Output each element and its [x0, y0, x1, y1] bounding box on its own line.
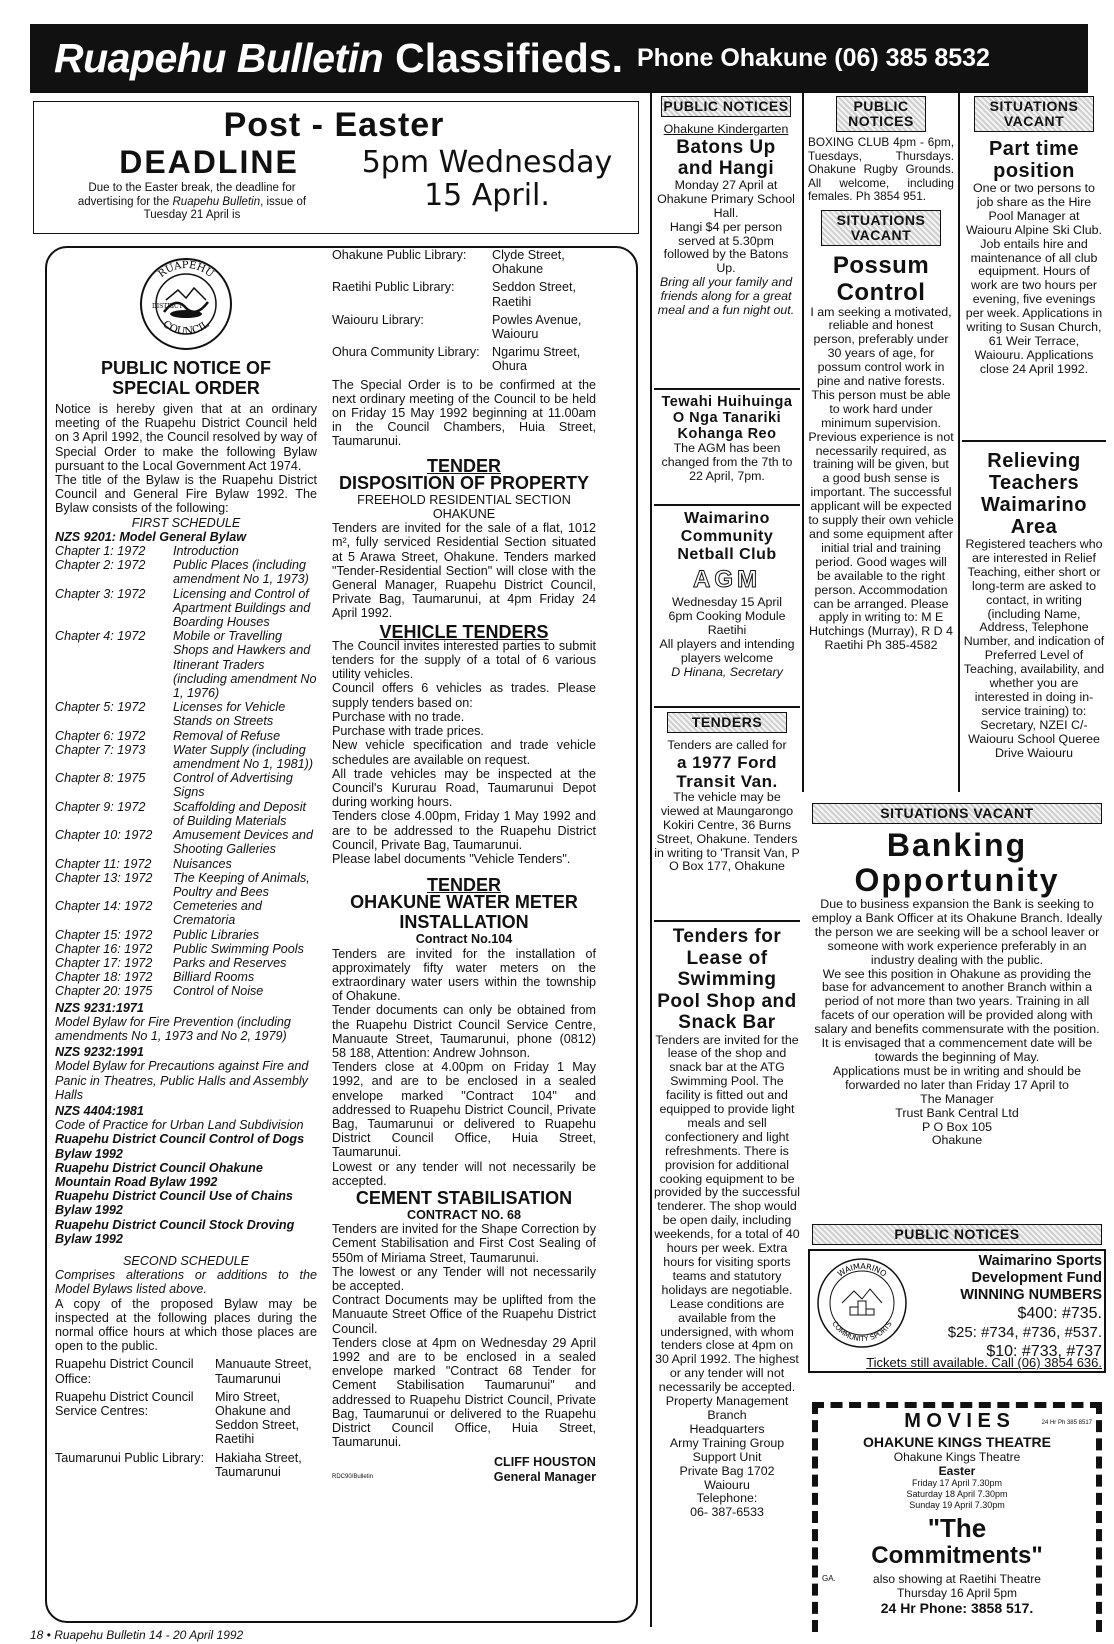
- movies-ad: M O V I E S 24 Hr Ph 385 8517 OHAKUNE KINGS THEATRE Ohakune Kings Theatre Easter Friday 17 April 7.30pm Saturday 18 April 7.30pm Sunday 19 April 7.30pm "The Commitments" GA. also showing at Raetihi Theatre Thursday 16 April 5pm 24 Hr Phone: 3858 517.: [812, 1402, 1102, 1632]
- chapter-title: Cemeteries and Crematoria: [173, 899, 262, 928]
- chapter-row: [55, 629, 317, 700]
- paragraph: Purchase with no trade.: [332, 709, 465, 724]
- masthead: [30, 24, 1088, 93]
- paragraph: All players and intending players welcome: [659, 636, 795, 665]
- chapter-number: Chapter 13: 1972: [55, 870, 153, 885]
- paragraph: Purchase with trade prices.: [332, 724, 484, 739]
- tewahi-notice: Tewahi Huihuinga O Nga Tanariki Kohanga Reo The AGM has been changed from the 7th to 22 April, 7pm.: [654, 388, 800, 484]
- column-3: PUBLIC NOTICES Ohakune Kindergarten Batons Up and Hangi Monday 27 April at Ohakune Primary School Hall. Hangi $4 per person served at 5.30pm followed by the Batons Up. Bring all your family and friends along for a great meal and a fun night out.: [657, 98, 795, 318]
- paragraph: New vehicle specification and trade vehicle schedules are available on request.: [332, 738, 596, 767]
- place-row: [332, 248, 596, 276]
- chapter-number: Chapter 18: 1972: [55, 970, 153, 985]
- chapter-number: Chapter 6: 1972: [55, 728, 146, 743]
- chapter-title: Control of Noise: [173, 984, 264, 999]
- paragraph: The lowest or any Tender will not necessarily be accepted.: [332, 1264, 596, 1293]
- chapter-title: Public Places (including amendment No 1, 1973): [173, 558, 309, 587]
- chapter-title: Removal of Refuse: [173, 728, 281, 743]
- paragraph: The Manager: [920, 1091, 994, 1106]
- bylaw-item: Ruapehu District Council Ohakune Mountain Road Bylaw 1992: [55, 1160, 263, 1189]
- svg-text:DISTRICT: DISTRICT: [152, 303, 183, 310]
- place-name: Ohakune Public Library:: [332, 248, 467, 262]
- place-address: Clyde Street, Ohakune: [492, 248, 565, 277]
- paragraph: We see this position in Ohakune as providing the base for advancement to another Branch within a period of not more than two years. Training in all facets of our operation will be provided along with salary and benefits commensurate with the position.: [814, 966, 1100, 1037]
- paragraph: All trade vehicles may be inspected at the Council's Kururau Road, Taumarunui Depot during working hours.: [332, 766, 596, 810]
- paragraph: Monday 27 April at Ohakune Primary School Hall.: [657, 177, 795, 220]
- place-address: Seddon Street, Raetihi: [492, 280, 577, 309]
- paragraph: Tenders are invited for the Shape Correction by Cement Stabilisation and First Cost Sealing of 550m of Miriama Street, Taumarunui.: [332, 1222, 596, 1265]
- chapter-row: [55, 956, 317, 970]
- chapter-row: [55, 700, 317, 728]
- place-name: Ruapehu District Council Service Centres:: [55, 1389, 194, 1419]
- column-rule: [958, 92, 960, 792]
- chapter-number: Chapter 16: 1972: [55, 941, 153, 956]
- paragraph: Tenders close 4.00pm, Friday 1 May 1992 and are to be addressed to the Ruapehu District Council, Private Bag, Taumarunui.: [332, 809, 596, 852]
- chapter-title: Billiard Rooms: [173, 970, 255, 985]
- chapter-row: [55, 871, 317, 899]
- paragraph: Support Unit: [692, 1449, 762, 1464]
- svg-text:WAIMARINO: WAIMARINO: [835, 1261, 889, 1279]
- svg-text:COMMUNITY SPORTS: COMMUNITY SPORTS: [830, 1319, 894, 1344]
- special-order-title-line: The title of the Bylaw is the Ruapehu District Council and General Fire Bylaw 1992. The Bylaw consists of the following:: [55, 473, 317, 516]
- paragraph: Tenders are invited for the installation of approximately fifty water meters on the extraordinary water users within the township of Ohakune.: [332, 946, 596, 1004]
- sports-fund: PUBLIC NOTICES WAIMARINO COMMUNITY SPORTS Waimarino Sports Development Fund WINNING NUMBERS $400: #735. $25: #734, #736, #537. $10: #733, #737 Tickets still available. Call (06) 3854 636.: [808, 1224, 1106, 1373]
- paragraph: Tender documents can only be obtained from the Ruapehu District Council Service Centre, Manuaute Street, Taumarunui, phone (0812) 58 188, Attention: Andrew Johnson.: [332, 1003, 596, 1060]
- pool-tender: Tenders for Lease of Swimming Pool Shop and Snack Bar Tenders are invited for the lease of the shop and snack bar at the ATG Swimming Pool. The facility is fitted out and equipped to provide light meals and sell confectionery and light refreshments. There is provision for additional cooking equipment to be provided by the successful tenderer. The shop would be open daily, including weekends, for a total of 40 hours per week. Extra hours for visiting sports teams and statutory holidays are negotiable. Lease conditions are available from the undersigned, with whom tenders close at 4pm on 30 April 1992. The highest or any tender will not necessarily be accepted. Property Management Branch Headquarters Army Training Group Support Unit Private Bag 1702 Waiouru Telephone: 06- 387-6533: [654, 920, 800, 1520]
- column-4: PUBLIC NOTICES BOXING CLUB 4pm - 6pm, Tuesdays, Thursdays. Ohakune Rugby Grounds. All welcome, including females. Ph 3854 951. SITUATIONS VACANT Possum Control I am seeking a motivated, reliable and honest person, preferably under 30 years of age, for possum control work in pine and native forests. This person must be able to work hard under minimum supervision. Previous experience is not necessarily required, as training will be given, but a good bush sense is important. The successful applicant will be expected to supply their own vehicle and some equipment after initial trial and training period. Good wages will be available to the right person. Accommodation can be arranged. Please apply in writing to: M E Hutchings (Murray), R D 4 Raetihi Ph 385-4582: [808, 98, 954, 653]
- chapter-number: Chapter 15: 1972: [55, 927, 153, 942]
- place-row: [55, 1451, 317, 1479]
- place-name: Ohura Community Library:: [332, 345, 480, 360]
- chapter-row: [55, 544, 317, 558]
- place-name: Raetihi Public Library:: [332, 280, 455, 295]
- paragraph: Raetihi: [707, 622, 747, 637]
- deadline-time: 5pm Wednesday 15 April.: [361, 145, 613, 213]
- deadline-box: [33, 101, 639, 234]
- paragraph: Tenders close at 4.00pm on Friday 1 May 1992, and are to be enclosed in a sealed envelope marked "Contract 104" and addressed to Ruapehu District Council, Private Bag, Taumarunui or delivered to Ruapehu District Council Office, Huia Street, Taumarunui.: [332, 1060, 596, 1160]
- column-rule: [802, 92, 804, 792]
- water-meter-body: [332, 947, 596, 1188]
- deadline-heading: Post - Easter: [223, 106, 445, 144]
- chapter-title: Mobile or Travelling Shops and Hawkers and Itinerant Traders (including amendment No 1, 1976): [173, 629, 317, 701]
- chapter-row: [55, 558, 317, 586]
- paragraph: Friday 17 April 7.30pm: [911, 1478, 1003, 1488]
- council-seal: [55, 256, 317, 352]
- masthead-phone: Phone Ohakune (06) 385 8532: [637, 44, 990, 72]
- chapter-number: Chapter 3: 1972: [55, 586, 146, 601]
- paragraph: Council offers 6 vehicles as trades. Please supply tenders based on:: [332, 681, 596, 710]
- paragraph: Applications must be in writing and should be forwarded no later than Friday 17 April to: [833, 1063, 1081, 1092]
- chapter-row: [55, 800, 317, 828]
- chapter-title: Public Libraries: [173, 927, 260, 942]
- paragraph: Tenders close at 4pm on Wednesday 29 April 1992 and are to be enclosed in a sealed envelope marked "Contract 68 Tender for Cement Stabilisation Taumarunui" and addressed to Ruapehu District Council, Private Bag, Taumarunui or delivered to the Ruapehu District Council Office, Huia Street, Taumarunui.: [332, 1335, 596, 1450]
- place-row: [55, 1357, 317, 1385]
- chapter-title: Licenses for Vehicle Stands on Streets: [173, 700, 286, 729]
- netball-notice: Waimarino Community Netball Club AGM Wednesday 15 April 6pm Cooking Module Raetihi All players and intending players welcome D Hinana, Secretary: [654, 504, 800, 679]
- notice-right-column: Ohakune Public Library: Clyde Street, Ohakune Raetihi Public Library: Seddon Street, Raetihi Waiouru Library: Powles Avenue, Waiouru Ohura Community Library: Ngarimu Street, Ohura The Special Order is to be confirmed at the next ordinary meeting of the Council to be held on Friday 15 May 1992 beginning at 11.00am in the Council Chambers, Huia Street, Taumarunui. TENDER DISPOSITION OF PROPERTY FREEHOLD RESIDENTIAL SECTION OHAKUNE Tenders are invited for the sale of a flat, 1012 m², fully serviced Residential Section situated at 5 Arawa Street, Ohakune. Tenders marked "Tender-Residential Section" will close with the General Manager, Ruapehu District Council, Private Bag, Taumarunui, at 4pm Friday 24 April 1992. VEHICLE TENDERS The Council invites interested parties to submit tenders for the supply of a total of 6 various utility vehicles. Council offers 6 vehicles as trades. Please supply tenders based on: Purchase with no trade. Purchase with trade prices. New vehicle specification and trade vehicle schedules are available on request. All trade vehicles may be inspected at the Council's Kururau Road, Taumarunui Depot during working hours. Tenders close 4.00pm, Friday 1 May 1992 and are to be addressed to the Ruapehu District Council, Private Bag, Taumarunui. Please label documents "Vehicle Tenders". TENDER OHAKUNE WATER METER INSTALLATION Contract No.104 Tenders are invited for the installation of approximately fifty water meters on the extraordinary water users within the township of Ohakune. Tender documents can only be obtained from the Ruapehu District Council Service Centre, Manuaute Street, Taumarunui, phone (0812) 58 188, Attention: Andrew Johnson. Tenders close at 4.00pm on Friday 1 May 1992, and are to be enclosed in a sealed envelope marked "Contract 104" and addressed to Ruapehu District Council, Private Bag, Taumarunui or delivered to Ruapehu District Council Office, Huia Street, Taumarunui. Lowest or any tender will not necessarily be accepted. CEMENT STABILISATION CONTRACT NO. 68 Tenders are invited for the Shape Correction by Cement Stabilisation and First Cost Sealing of 550m of Miriama Street, Taumarunui. The lowest or any Tender will not necessarily be accepted. Contract Documents may be uplifted from the Manuaute Street Office of the Ruapehu District Council. Tenders close at 4pm on Wednesday 29 April 1992 and are to be enclosed in a sealed envelope marked "Contract 68 Tender for Cement Stabilisation Taumarunui" and addressed to Ruapehu District Council, Private Bag, Taumarunui or delivered to the Ruapehu District Council Office, Huia Street, Taumarunui. RDC90/Bulletin CLIFF HOUSTON General Manager: [332, 248, 596, 1484]
- special-order-intro: Notice is hereby given that at an ordinary meeting of the Ruapehu District Council held on 3 April 1992, the Council resolved by way of Special Order to make the following Bylaw pursuant to the Local Government Act 1974.: [55, 402, 317, 473]
- paragraph: The Council invites interested parties to submit tenders for the supply of a total of 6 various utility vehicles.: [332, 638, 596, 682]
- place-address: Hakiaha Street, Taumarunui: [215, 1450, 302, 1479]
- paragraph: Wednesday 15 April: [672, 595, 782, 609]
- page-footer: 18 • Ruapehu Bulletin 14 - 20 April 1992: [30, 1628, 244, 1642]
- paragraph: Headquarters: [689, 1421, 765, 1436]
- paragraph: Hangi $4 per person served at 5.30pm followed by the Batons Up.: [663, 219, 789, 276]
- paragraph: It is envisaged that a commencement date will be towards the beginning of May.: [821, 1036, 1093, 1064]
- council-notice: [45, 246, 638, 1623]
- chapter-row: [55, 587, 317, 630]
- chapter-title: Introduction: [173, 544, 239, 559]
- bylaw-item: Ruapehu District Council Use of Chains Bylaw 1992: [55, 1189, 293, 1218]
- column-rule: [650, 92, 652, 1627]
- chapter-number: Chapter 8: 1975: [55, 771, 146, 786]
- vehicle-tender-body: [332, 639, 596, 866]
- masthead-title: Ruapehu Bulletin: [54, 35, 384, 81]
- place-row: [55, 1390, 317, 1447]
- chapter-number: Chapter 4: 1972: [55, 629, 146, 644]
- chapter-title: Amusement Devices and Shooting Galleries: [173, 828, 313, 857]
- place-name: Taumarunui Public Library:: [55, 1450, 205, 1465]
- chapter-number: Chapter 7: 1973: [55, 742, 146, 757]
- paragraph: Saturday 18 April 7.30pm: [906, 1489, 1008, 1499]
- banking-ad: SITUATIONS VACANT Banking Opportunity Due to business expansion the Bank is seeking to employ a Bank Officer at its Ohakune Branch. Ideally the person we are seeking will be a school leaver or someone with work experience preferably in an industry dealing with the public. We see this position in Ohakune as providing the base for advancement to another Branch within a period of not more than two years. Training in all facets of our operation will be provided along with salary and benefits commensurate with the position. It is envisaged that a commencement date will be towards the beginning of May. Applications must be in writing and should be forwarded no later than Friday 17 April to The Manager Trust Bank Central Ltd P O Box 105 Ohakune: [808, 803, 1106, 1148]
- chapter-number: Chapter 20: 1975: [55, 984, 153, 999]
- place-row: [332, 280, 596, 308]
- place-address: Powles Avenue, Waiouru: [492, 312, 582, 342]
- library-places: [332, 248, 596, 374]
- paragraph: Property Management Branch: [665, 1394, 789, 1422]
- paragraph: Due to business expansion the Bank is seeking to employ a Bank Officer at its Ohakune Branch. Ideally the person we are seeking will be a school leaver or someone with work experience preferably in an industry dealing with the public.: [811, 897, 1103, 967]
- paragraph: Private Bag 1702: [679, 1463, 775, 1478]
- chapter-row: [55, 970, 317, 984]
- notice-left-column: RUAPEHU COUNCIL DISTRICT PUBLIC NOTICE OF SPECIAL ORDER Notice is hereby given that at an ordinary meeting of the Ruapehu District Council held on 3 April 1992, the Council resolved by way of Special Order to make the following Bylaw pursuant to the Local Government Act 1974. The title of the Bylaw is the Ruapehu District Council and General Fire Bylaw 1992. The Bylaw consists of the following: FIRST SCHEDULE NZS 9201: Model General Bylaw Chapter 1: 1972 Introduction Chapter 2: 1972 Public Places (including amendment No 1, 1973) Chapter 3: 1972 Licensing and Control of Apartment Buildings and Boarding Houses Chapter 4: 1972 Mobile or Travelling Shops and Hawkers and Itinerant Traders (including amendment No 1, 1976) Chapter 5: 1972 Licenses for Vehicle Stands on Streets Chapter 6: 1972 Removal of Refuse Chapter 7: 1973 Water Supply (including amendment No 1, 1981)) Chapter 8: 1975 Control of Advertising Signs Chapter 9: 1972 Scaffolding and Deposit of Building Materials Chapter 10: 1972 Amusement Devices and Shooting Galleries Chapter 11: 1972 Nuisances Chapter 13: 1972 The Keeping of Animals, Poultry and Bees Chapter 14: 1972 Cemeteries and Crematoria Chapter 15: 1972 Public Libraries Chapter 16: 1972 Public Swimming Pools Chapter 17: 1972 Parks and Reserves Chapter 18: 1972 Billiard Rooms Chapter 20: 1975 Control of Noise NZS 9231:1971 Model Bylaw for Fire Prevention (including amendments No 1, 1973 and No 2, 1979) NZS 9232:1991 Model Bylaw for Precautions against Fire and Panic in Theatres, Public Halls and Assembly Halls NZS 4404:1981 Code of Practice for Urban Land Subdivision Ruapehu District Council Control of Dogs Bylaw 1992 Ruapehu District Council Ohakune Mountain Road Bylaw 1992 Ruapehu District Council Use of Chains Bylaw 1992 Ruapehu District Council Stock Droving Bylaw 1992 SECOND SCHEDULE Comprises alterations or additions to the Model Bylaws listed above. A copy of the proposed Bylaw may be inspected at the following places during the normal office hours at which those places are open to the public. Ruapehu District Council Office: Manuaute Street, Taumarunui Ruapehu District Council Service Centres: Miro Street, Ohakune and Seddon Street, Raetihi Taumarunui Public Library: Hakiaha Street, Taumarunui: [55, 256, 317, 1483]
- cement-body: [332, 1222, 596, 1449]
- chapter-row: [55, 857, 317, 871]
- paragraph: Trust Bank Central Ltd: [895, 1105, 1019, 1120]
- chapter-row: [55, 899, 317, 927]
- bylaw-item: Ruapehu District Council Stock Droving Bylaw 1992: [55, 1217, 295, 1246]
- bylaw-item: Ruapehu District Council Control of Dogs Bylaw 1992: [55, 1132, 305, 1161]
- chapter-number: Chapter 10: 1972: [55, 828, 153, 843]
- bylaw-list: [55, 1132, 317, 1246]
- chapter-number: Chapter 14: 1972: [55, 899, 153, 914]
- chapter-number: Chapter 17: 1972: [55, 955, 153, 970]
- place-name: Ruapehu District Council Office:: [55, 1357, 194, 1386]
- column-5: SITUATIONS VACANT Part time position One or two persons to job share as the Hire Pool Manager at Waiouru Alpine Ski Club. Job entails hire and maintenance of all club equipment. Hours of work are two hours per evening, five evenings per week. Applications in writing to Susan Church, 61 Weir Terrace, Waiouru. Applications close 24 April 1992.: [965, 98, 1103, 376]
- place-row: [332, 345, 596, 373]
- place-address: Miro Street, Ohakune and Seddon Street, Raetihi: [215, 1389, 300, 1447]
- deadline-note: Due to the Easter break, the deadline for advertising for the Ruapehu Bulletin, issue of Tuesday 21 April is: [77, 182, 307, 221]
- deadline-word: DEADLINE: [119, 144, 299, 180]
- paragraph: Waiouru: [704, 1477, 750, 1492]
- chapter-number: Chapter 2: 1972: [55, 558, 146, 573]
- chapter-title: Water Supply (including amendment No 1, 1981)): [173, 742, 314, 772]
- signature: RDC90/Bulletin CLIFF HOUSTON General Manager: [332, 1455, 596, 1484]
- paragraph: Please label documents "Vehicle Tenders".: [332, 851, 571, 866]
- chapter-title: Parks and Reserves: [173, 955, 287, 970]
- chapter-title: Public Swimming Pools: [173, 941, 304, 956]
- paragraph: Contract Documents may be uplifted from the Manuaute Street Office of the Ruapehu District Council.: [332, 1293, 596, 1336]
- place-row: [332, 313, 596, 341]
- chapter-number: Chapter 9: 1972: [55, 799, 146, 814]
- paragraph: Army Training Group: [669, 1435, 785, 1450]
- chapter-row: [55, 729, 317, 743]
- chapter-row: [55, 743, 317, 771]
- place-name: Waiouru Library:: [332, 312, 424, 327]
- chapter-title: Scaffolding and Deposit of Building Materials: [173, 799, 307, 828]
- svg-text:COUNCIL: COUNCIL: [160, 318, 212, 338]
- chapter-number: Chapter 11: 1972: [55, 856, 152, 871]
- chapter-title: The Keeping of Animals, Poultry and Bees: [173, 870, 310, 899]
- chapter-title: Licensing and Control of Apartment Buildings and Boarding Houses: [173, 586, 311, 630]
- paragraph: Ohakune: [931, 1133, 983, 1148]
- chapter-row: [55, 928, 317, 942]
- svg-text:RUAPEHU: RUAPEHU: [156, 259, 216, 280]
- sports-seal: [814, 1255, 910, 1351]
- paragraph: Lowest or any tender will not necessarily be accepted.: [332, 1159, 596, 1188]
- ford-tender: TENDERS Tenders are called for a 1977 Ford Transit Van. The vehicle may be viewed at Maungarongo Kokiri Centre, 36 Burns Street, Ohakune. Tenders in writing to 'Transit Van, P O Box 177, Ohakune: [654, 706, 800, 874]
- chapter-title: Control of Advertising Signs: [173, 771, 293, 800]
- inspection-places: [55, 1357, 317, 1479]
- masthead-classifieds: Classifieds.: [395, 35, 623, 81]
- chapter-row: [55, 771, 317, 799]
- chapter-number: Chapter 5: 1972: [55, 700, 146, 715]
- chapter-row: [55, 828, 317, 856]
- chapter-title: Nuisances: [173, 856, 232, 871]
- paragraph: Sunday 19 April 7.30pm: [909, 1500, 1005, 1510]
- chapter-row: [55, 984, 317, 998]
- paragraph: P O Box 105: [921, 1119, 993, 1134]
- batons-body: [656, 179, 796, 276]
- place-address: Ngarimu Street, Ohura: [492, 345, 581, 374]
- paragraph: 6pm Cooking Module: [668, 608, 786, 623]
- paragraph: 06- 387-6533: [690, 1505, 764, 1520]
- relieving-teachers: Relieving Teachers Waimarino Area Registered teachers who are interested in Relief Teaching, either short or long-term are asked to contact, in writing (including Name, Address, Telephone Number, and indication of Preferred Level of Teaching, availability, and whether you are interested in doing in-service training) to: Secretary, NZEI C/- Waiouru School Queree Drive Waiouru: [962, 440, 1106, 761]
- public-notices-label: PUBLIC NOTICES: [661, 96, 791, 117]
- chapter-row: [55, 942, 317, 956]
- paragraph: Telephone:: [696, 1491, 758, 1506]
- chapter-list: [55, 544, 317, 999]
- place-address: Manuaute Street, Taumarunui: [215, 1357, 312, 1386]
- chapter-number: Chapter 1: 1972: [55, 544, 146, 559]
